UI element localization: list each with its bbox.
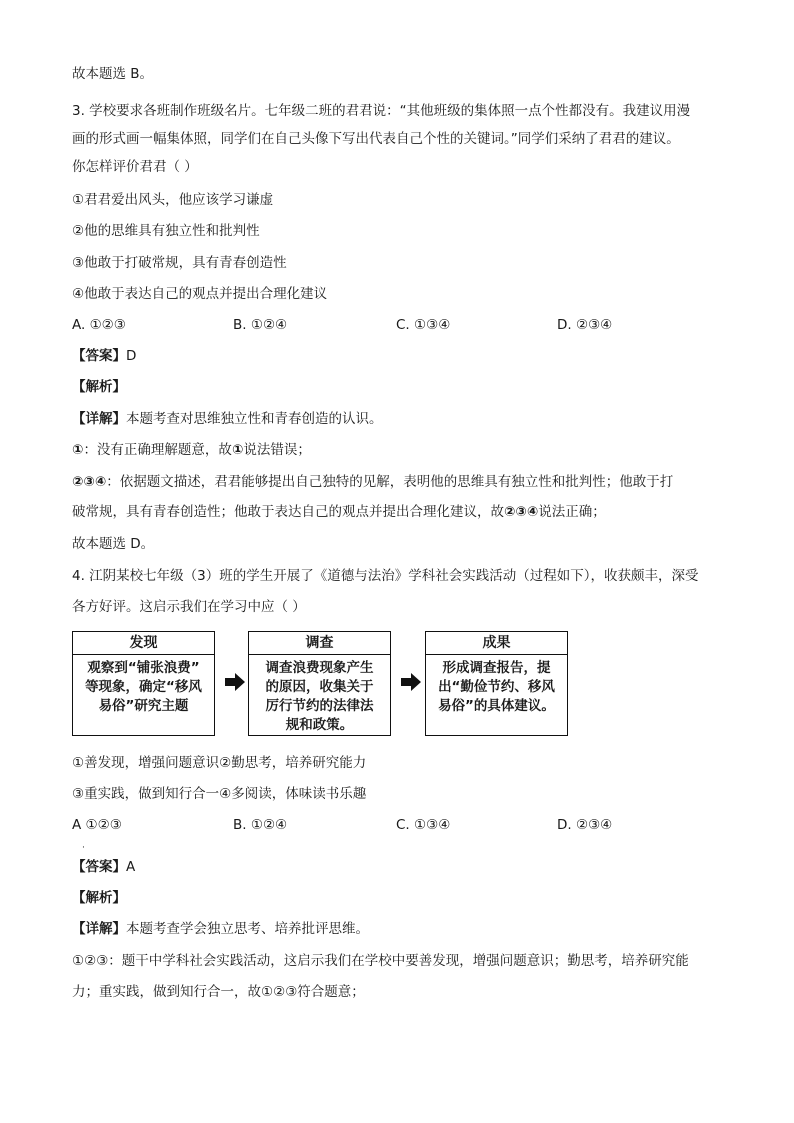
q3-point-2-num: ②③④ xyxy=(72,474,107,490)
q3-analysis-label xyxy=(72,377,126,397)
flow-box-result-title: 成果 xyxy=(426,632,567,655)
q3-point-1-num: ① xyxy=(72,442,84,458)
q3-answer-label: 【答案】 xyxy=(72,348,126,364)
flow-box-investigate-body: 调查浪费现象产生 的原因，收集关于 厉行节约的法律法 规和政策。 xyxy=(265,660,374,733)
q3-answer xyxy=(72,346,136,366)
q4-statement-2: ③重实践，做到知行合一④多阅读，体味读书乐趣 xyxy=(72,786,367,802)
q3-statement-1: ①君君爱出风头，他应该学习谦虚 xyxy=(72,192,274,208)
flow-box-result-body: 形成调查报告，提 出“勤俭节约、移风 易俗”的具体建议。 xyxy=(438,660,555,714)
q4-option-c: C. ①③④ xyxy=(396,817,451,833)
q3-option-b: B. ①②④ xyxy=(233,317,288,333)
q3-statement-4: ④他敢于表达自己的观点并提出合理化建议 xyxy=(72,286,328,302)
right-arrow-icon xyxy=(401,673,421,691)
q3-option-a: A. ①②③ xyxy=(72,317,126,333)
q4-detail-text: 本题考查学会独立思考、培养批评思维。 xyxy=(126,921,369,937)
flow-box-investigate-title: 调查 xyxy=(249,632,390,655)
q3-detail-text: 本题考查对思维独立性和青春创造的认识。 xyxy=(126,411,383,427)
q3-option-d: D. ②③④ xyxy=(557,317,613,333)
q4-option-b: B. ①②④ xyxy=(233,817,288,833)
q3-point-1 xyxy=(72,440,311,460)
prev-conclusion: 故本题选 B。 xyxy=(72,66,154,82)
q3-point-1-num2: ① xyxy=(231,442,244,458)
q3-point-1-tail: 说法错误； xyxy=(243,442,311,458)
q4-point-1: ①②③：题干中学科社会实践活动，这启示我们在学校中要善发现，增强问题意识；勤思考，培养研究能 xyxy=(72,953,689,969)
q3-point-2-cont xyxy=(72,502,606,522)
q4-answer-label: 【答案】 xyxy=(72,859,126,875)
flow-box-discover-body: 观察到“铺张浪费” 等现象，确定“移风 易俗”研究主题 xyxy=(85,660,202,714)
q3-option-c: C. ①③④ xyxy=(396,317,451,333)
flow-box-result xyxy=(425,631,568,736)
q3-point-2 xyxy=(72,472,673,492)
q3-analysis-label-text: 【解析】 xyxy=(72,379,126,395)
q3-point-2-line2b: 说法正确； xyxy=(538,504,606,520)
right-arrow-icon xyxy=(225,673,245,691)
q4-statement-1: ①善发现，增强问题意识②勤思考，培养研究能力 xyxy=(72,755,367,771)
q3-point-2-line2a: 破常规，具有青春创造性；他敢于表达自己的观点并提出合理化建议，故 xyxy=(72,504,504,520)
q3-answer-value: D xyxy=(126,348,137,364)
q3-point-1-text: ：没有正确理解题意，故 xyxy=(83,442,232,458)
q4-detail-label: 【详解】 xyxy=(72,921,126,937)
q3-point-2-text: ：依据题文描述，君君能够提出自己独特的见解，表明他的思维具有独立性和批判性；他敢于打 xyxy=(106,474,674,490)
q3-conclusion: 故本题选 D。 xyxy=(72,536,155,552)
q4-option-d: D. ②③④ xyxy=(557,817,613,833)
q3-statement-2: ②他的思维具有独立性和批判性 xyxy=(72,223,260,239)
q3-statement-3: ③他敢于打破常规，具有青春创造性 xyxy=(72,255,287,271)
q3-detail-label: 【详解】 xyxy=(72,411,126,427)
q4-option-a: A ①②③ xyxy=(72,817,122,833)
q3-stem-line-1: 3. 学校要求各班制作班级名片。七年级二班的君君说：“其他班级的集体照一点个性都没有。我建议用漫 xyxy=(72,103,691,119)
q4-stem-line-1: 4. 江阴某校七年级（3）班的学生开展了《道德与法治》学科社会实践活动（过程如下），收获颇丰，深受 xyxy=(72,568,699,584)
q4-analysis-label-text: 【解析】 xyxy=(72,890,126,906)
q4-answer xyxy=(72,857,135,877)
q3-point-2-num2: ②③④ xyxy=(504,504,539,520)
q3-detail xyxy=(72,409,383,429)
stray-dot: · xyxy=(82,843,85,853)
q4-point-1-cont: 力；重实践，做到知行合一，故①②③符合题意； xyxy=(72,984,365,1000)
flow-box-discover-title: 发现 xyxy=(73,632,214,655)
q3-stem-line-2: 画的形式画一幅集体照，同学们在自己头像下写出代表自己个性的关键词。”同学们采纳了君君的建议。 xyxy=(72,131,680,147)
q4-analysis-label xyxy=(72,888,126,908)
flow-box-investigate xyxy=(248,631,391,736)
q4-stem-line-2: 各方好评。这启示我们在学习中应（ ） xyxy=(72,599,306,615)
flow-box-discover xyxy=(72,631,215,736)
q4-answer-value: A xyxy=(126,859,136,875)
q3-stem-line-3: 你怎样评价君君（ ） xyxy=(72,159,198,175)
q4-detail xyxy=(72,919,369,939)
